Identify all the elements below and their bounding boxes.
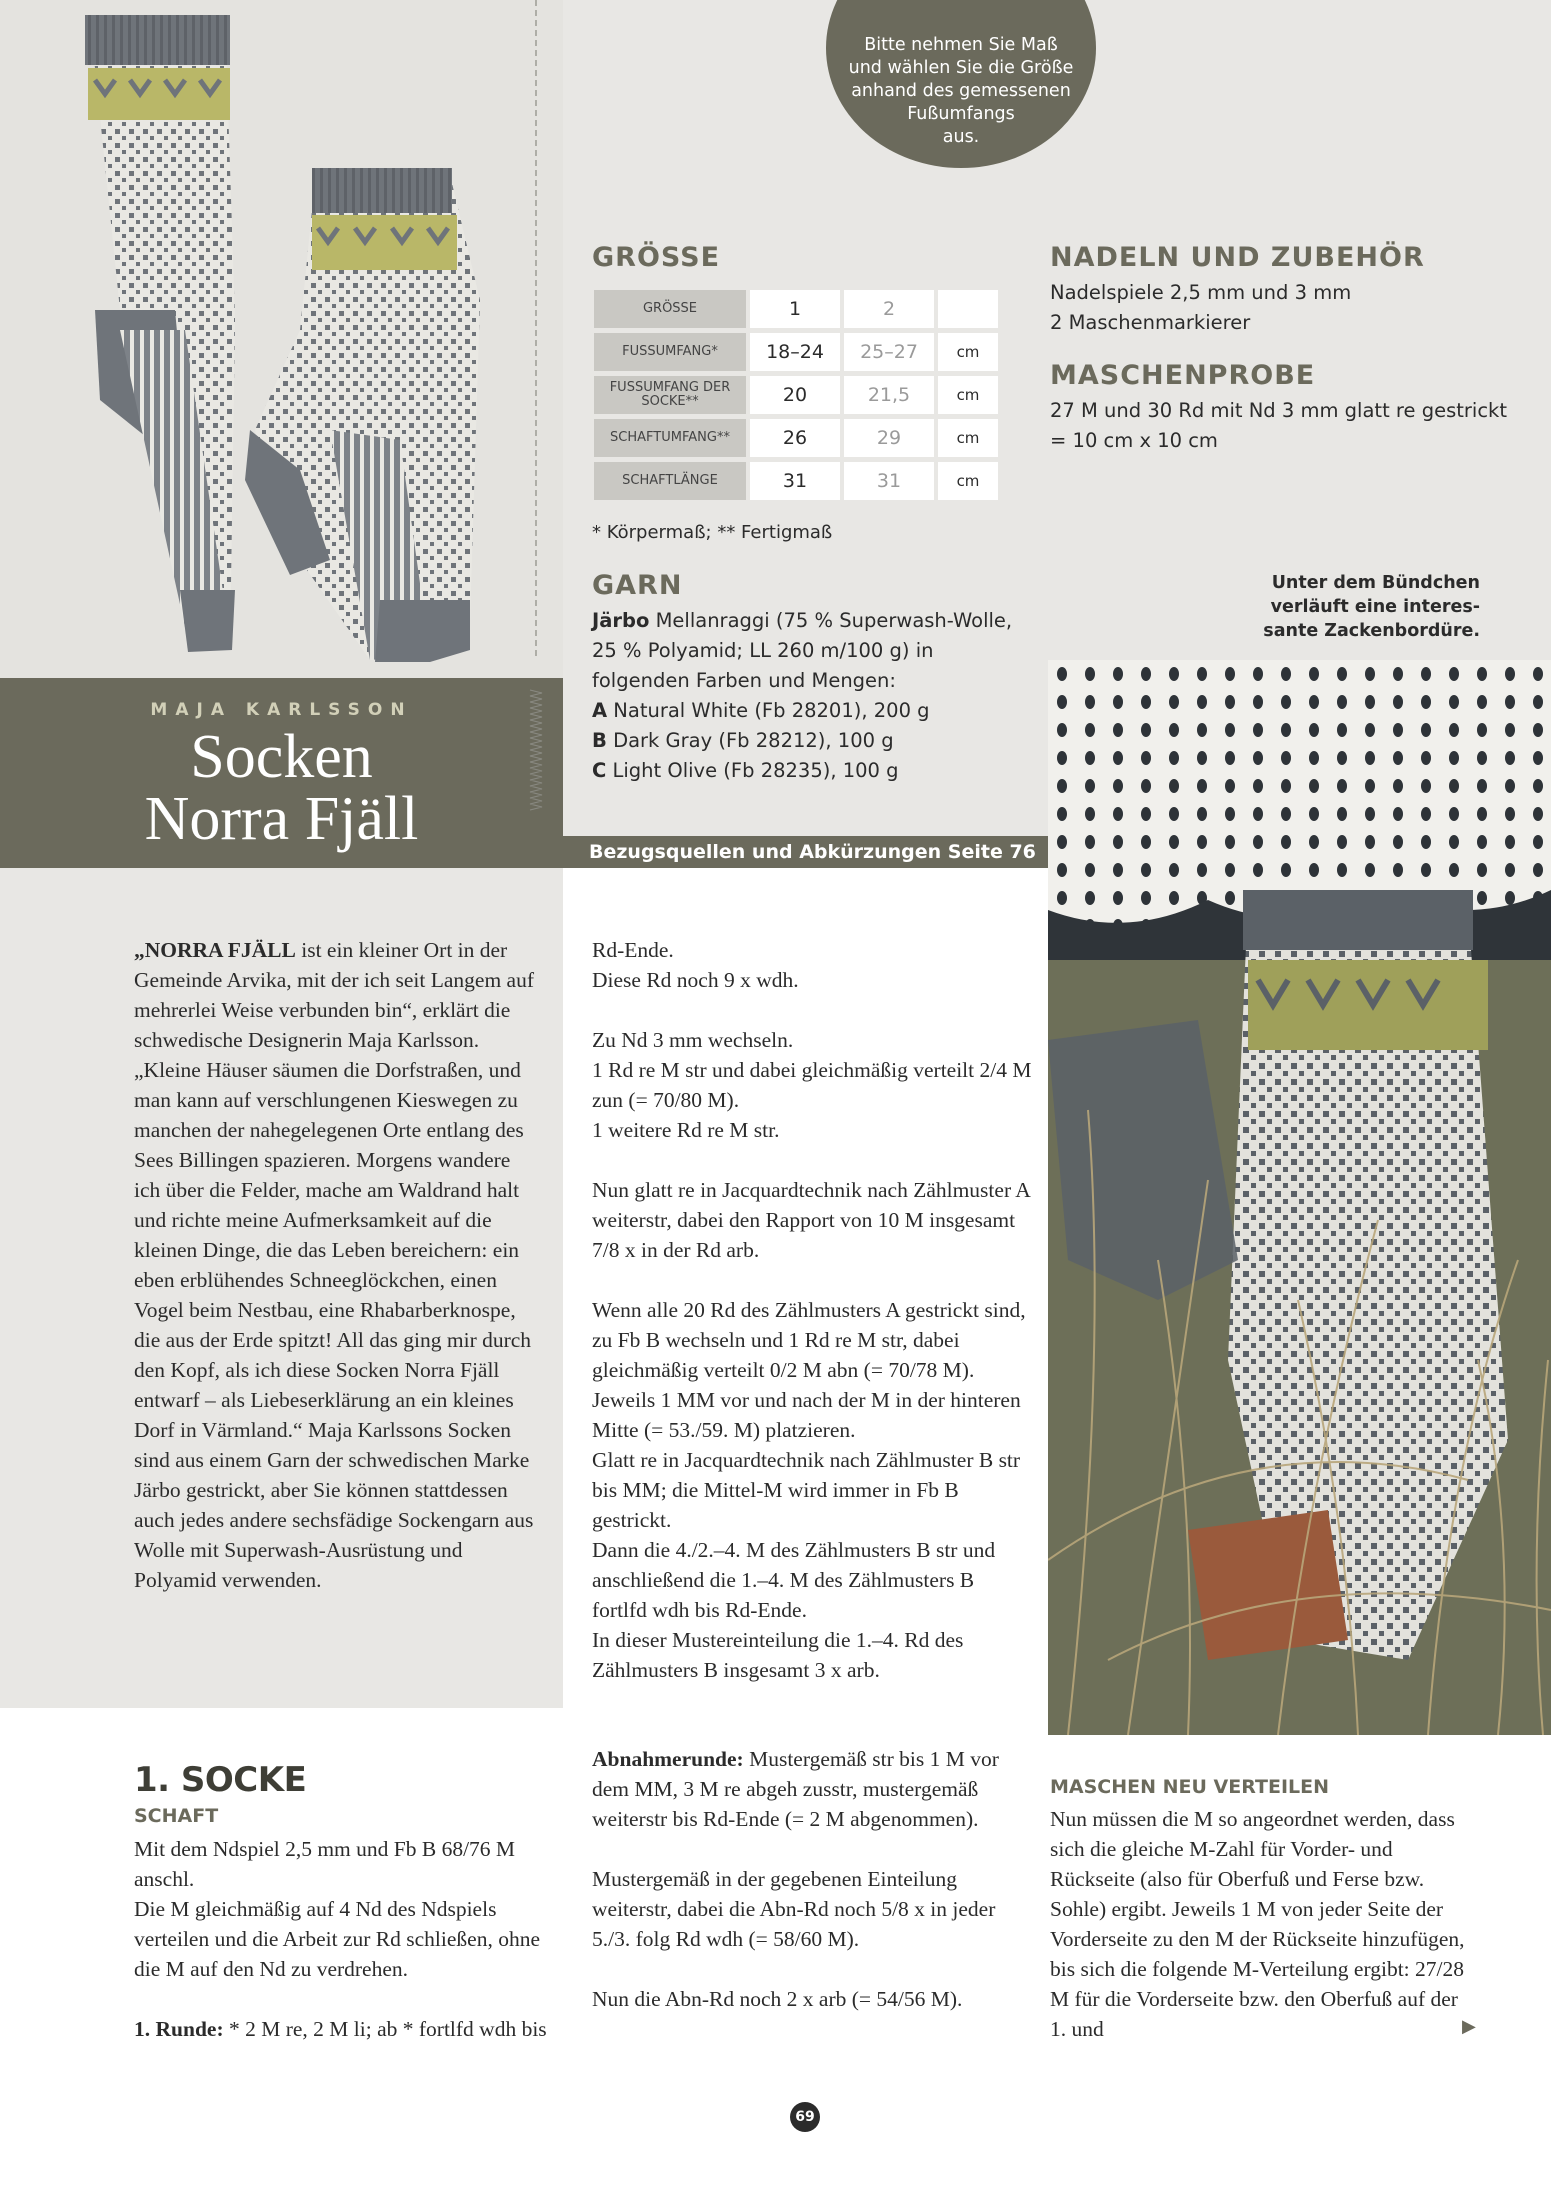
intro-lead: „NORRA FJÄLL bbox=[134, 938, 296, 962]
note-line: Bitte nehmen Sie Maß bbox=[864, 35, 1058, 55]
size-label: GRÖSSE bbox=[594, 290, 746, 328]
schaft-text: Mit dem Ndspiel 2,5 mm und Fb B 68/76 M anschl. Die M gleichmäßig auf 4 Nd des Ndspiels verteilen und die Arbeit zur Rd schließen, ohne die M auf den Nd zu verdrehen. bbox=[134, 1837, 540, 1981]
size-footnote: * Körpermaß; ** Fertigmaß bbox=[592, 522, 833, 543]
note-line: anhand des gemessenen bbox=[851, 81, 1071, 101]
size-label: FUSSUMFANG* bbox=[594, 333, 746, 371]
verteilen-heading: MASCHEN NEU VERTEILEN bbox=[1050, 1776, 1330, 1798]
size-value-2: 25–27 bbox=[844, 333, 934, 371]
size-row bbox=[594, 462, 998, 500]
size-value-2: 2 bbox=[844, 290, 934, 328]
title-line-1: Socken bbox=[190, 723, 373, 791]
note-line: und wählen Sie die Größe bbox=[848, 58, 1074, 78]
color-text: Natural White (Fb 28201), 200 g bbox=[607, 699, 930, 722]
instructions-col2: Rd-Ende. Diese Rd noch 9 x wdh. Zu Nd 3 mm wechseln. 1 Rd re M str und dabei gleichmäßig verteilt 2/4 M zun (= 70/80 M). 1 weitere Rd re M str. Nun glatt re in Jacquardtechnik nach Zählmuster A weiterstr, dabei den Rapport von 10 M insgesamt 7/8 x in der Rd arb. Wenn alle 20 Rd des Zählmusters A gestrickt sind, zu Fb B wechseln und 1 Rd re M str, dabei gleichmäßig verteilt 0/2 M abn (= 70/78 M). Jeweils 1 MM vor und nach der M in der hinteren Mitte (= 53./59. M) platzieren. Glatt re in Jacquardtechnik nach Zählmuster B str bis MM; die Mittel-M wird immer in Fb B gestrickt. Dann die 4./2.–4. M des Zählmusters B str und anschließend die 1.–4. M des Zählmusters B fortlfd wdh bis Rd-Ende. In dieser Mustereinteilung die 1.–4. Rd des Zählmusters B insgesamt 3 x arb. bbox=[592, 938, 1032, 1682]
size-value-1: 18–24 bbox=[750, 333, 840, 371]
grass-photo bbox=[1048, 660, 1551, 1735]
size-value-1: 31 bbox=[750, 462, 840, 500]
caption-line: verläuft eine interes- bbox=[1270, 597, 1480, 617]
garn-brand: Järbo bbox=[592, 609, 650, 632]
size-advice-note bbox=[826, 0, 1096, 168]
size-unit: cm bbox=[938, 462, 998, 500]
groesse-heading: GRÖSSE bbox=[592, 242, 721, 273]
size-label: SCHAFTLÄNGE bbox=[594, 462, 746, 500]
schaft-subheading: SCHAFT bbox=[134, 1805, 219, 1827]
page-title bbox=[0, 723, 563, 853]
title-line-2: Norra Fjäll bbox=[144, 785, 419, 853]
runde-label: 1. Runde: bbox=[134, 2017, 224, 2041]
intro-body: ist ein kleiner Ort in der Gemeinde Arvika, mit der ich seit Langem auf mehrerlei Weise verbunden bin“, erklärt die schwedische Designerin Maja Karlsson. „Kleine Häuser säumen die Dorfstraßen, und man kann auf verschlungenen Kieswegen zu manchen der nahegelegenen Orte entlang des Sees Billingen spazieren. Morgens wandere ich über die Felder, mache am Waldrand halt und richte meine Aufmerksamkeit auf die kleinen Dinge, die das Leben bereichern: ein eben erblühendes Schneeglöckchen, einen Vogel beim Nestbau, eine Rhabarberknospe, die aus der Erde spitzt! All das ging mir durch den Kopf, als ich diese Socken Norra Fjäll entwarf – als Liebeserklärung an ein kleines Dorf in Värmland.“ Maja Karlssons Socken sind aus einem Garn der schwedischen Marke Järbo gestrickt, aber Sie können stattdessen auch jedes andere sechsfädige Sockengarn aus Wolle mit Superwash-Ausrüstung und Polyamid verwenden. bbox=[134, 938, 535, 1592]
size-row bbox=[594, 419, 998, 457]
caption-line: Unter dem Bündchen bbox=[1271, 573, 1480, 593]
note-line: Fußumfangs bbox=[907, 104, 1015, 124]
size-value-1: 26 bbox=[750, 419, 840, 457]
nadeln-text bbox=[1050, 278, 1510, 338]
size-unit: cm bbox=[938, 333, 998, 371]
maschenprobe-heading: MASCHENPROBE bbox=[1050, 360, 1316, 391]
color-text: Light Olive (Fb 28235), 100 g bbox=[606, 759, 899, 782]
size-unit bbox=[938, 290, 998, 328]
continue-arrow-icon: ▶ bbox=[1462, 2016, 1476, 2037]
page-number: 69 bbox=[790, 2102, 820, 2132]
instructions-col3: Nun müssen die M so angeordnet werden, dass sich die gleiche M-Zahl für Vorder- und Rückseite (also für Oberfuß und Ferse bzw. Sohle) ergibt. Jeweils 1 M von jeder Seite der Vorderseite zu den M der Rückseite hinzufügen, bis sich die folgende M-Verteilung ergibt: 27/28 M für die Vorderseite bzw. den Oberfuß auf der 1. und bbox=[1050, 1807, 1465, 2041]
size-value-2: 29 bbox=[844, 419, 934, 457]
nadeln-line: Nadelspiele 2,5 mm und 3 mm bbox=[1050, 281, 1352, 304]
garn-text bbox=[592, 606, 1032, 786]
instructions-col2-abnahme bbox=[592, 1744, 1032, 2014]
instructions-col1 bbox=[134, 1834, 554, 2044]
color-letter: B bbox=[592, 729, 607, 752]
garn-intro: Mellanraggi (75 % Superwash-Wolle, 25 % Polyamid; LL 260 m/100 g) in folgenden Farben und Mengen: bbox=[592, 609, 1013, 692]
socke-heading: 1. SOCKE bbox=[134, 1760, 307, 1800]
size-label: SCHAFTUMFANG** bbox=[594, 419, 746, 457]
nadeln-heading: NADELN UND ZUBEHÖR bbox=[1050, 242, 1425, 273]
stitch-divider bbox=[528, 0, 548, 908]
size-unit: cm bbox=[938, 376, 998, 414]
maschenprobe-line: = 10 cm x 10 cm bbox=[1050, 429, 1218, 452]
garn-heading: GARN bbox=[592, 570, 683, 601]
title-band bbox=[0, 678, 563, 868]
caption-line: sante Zackenbordüre. bbox=[1263, 621, 1480, 641]
size-row bbox=[594, 290, 998, 328]
color-text: Dark Gray (Fb 28212), 100 g bbox=[606, 729, 894, 752]
maschenprobe-line: 27 M und 30 Rd mit Nd 3 mm glatt re gestrickt bbox=[1050, 399, 1507, 422]
size-label: FUSSUMFANG DER SOCKE** bbox=[594, 376, 746, 414]
abnahme-label: Abnahmerunde: bbox=[592, 1747, 744, 1771]
size-value-1: 20 bbox=[750, 376, 840, 414]
maschenprobe-text bbox=[1050, 396, 1510, 456]
instructions-col2-text2: Mustergemäß in der gegebenen Einteilung weiterstr, dabei die Abn-Rd noch 5/8 x in jeder 5./3. folg Rd wdh (= 58/60 M). Nun die Abn-Rd noch 2 x arb (= 54/56 M). bbox=[592, 1867, 996, 2011]
size-row bbox=[594, 376, 998, 414]
size-unit: cm bbox=[938, 419, 998, 457]
size-value-1: 1 bbox=[750, 290, 840, 328]
color-letter: C bbox=[592, 759, 607, 782]
size-table bbox=[590, 285, 1002, 505]
socks-photo bbox=[0, 0, 563, 678]
sources-bar: Bezugsquellen und Abkürzungen Seite 76 bbox=[563, 836, 1048, 868]
nadeln-line: 2 Maschenmarkierer bbox=[1050, 311, 1251, 334]
size-row bbox=[594, 333, 998, 371]
author-name: MAJA KARLSSON bbox=[150, 700, 413, 720]
intro-text bbox=[134, 935, 539, 1595]
size-value-2: 31 bbox=[844, 462, 934, 500]
abnahme-text: Mustergemäß str bis 1 M vor dem MM, 3 M re abgeh zusstr, mustergemäß weiterstr bis Rd-Ende (= 2 M abgenommen). bbox=[592, 1747, 999, 1831]
size-value-2: 21,5 bbox=[844, 376, 934, 414]
photo-caption bbox=[1240, 571, 1480, 643]
runde-text: * 2 M re, 2 M li; ab * fortlfd wdh bis bbox=[223, 2017, 547, 2041]
note-line: aus. bbox=[942, 127, 980, 147]
color-letter: A bbox=[592, 699, 608, 722]
